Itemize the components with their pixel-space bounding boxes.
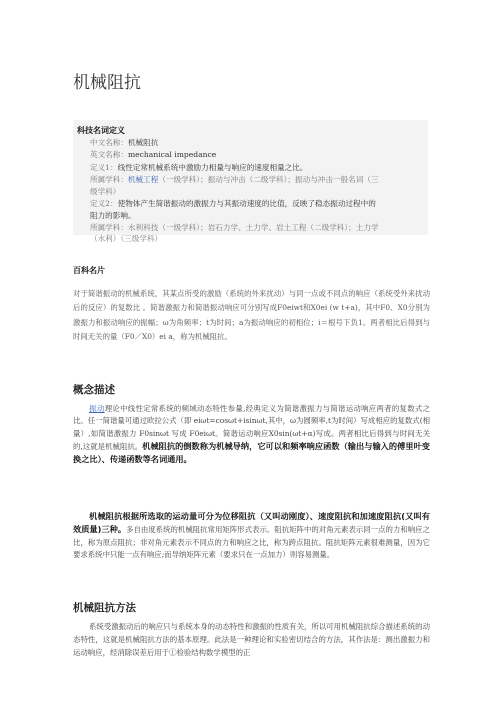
concept-paragraph-1: 振动理论中线性定常系统的频域动态特性参量,经典定义为简谐激振力与简谐运动响应两者的复数式之比。任一简谐量可通过欧拉公式（即 eiωt=cosωt+isinωt,其中，ω为圆频率,t为时间）写成相应的复数式(相量）,如简谐激振力 F0sinωt 写成 F0eiωt。简谐运动响应X0sin(ωt+α)写成。两者相比后得到与时间无关的,这就是机械阻抗。机械阻抗的倒数称为机械导纳，它可以和频率响应函数（输出与输入的傅里叶变换之比）、传递函数等名词通用。 [73,404,430,465]
definition-row: 阻力的影响。 [90,211,136,220]
page-title: 机械阻抗 [73,73,141,93]
definition-row: 所属学科：机械工程（一级学科）；振动与冲击（二级学科）；振动与冲击一般名词（三 [90,175,379,184]
definition-row: 定义2：使物体产生简谐振动的激振力与其振动速度的比值，反映了稳态振动过程中的 [90,199,376,208]
concept-paragraph-2: 机械阻抗根据所选取的运动量可分为位移阻抗（又叫动刚度）、速度阻抗和加速度阻抗(又叫有效质量)三种。多自由度系统的机械阻抗常用矩阵形式表示。阻抗矩阵中的对角元素表示同一点的力和响应之比，称为原点阻抗；非对角元素表示不同点的力和响应之比，称为跨点阻抗。阻抗矩阵元素很难测量，因为它要求系统中只能一点有响应;而导纳矩阵元素（要求只在一点加力）则容易测量。 [73,511,430,559]
method-paragraph: 系统受激振动后的响应只与系统本身的动态特性和激振的性质有关，所以可用机械阻抗综合描述系统的动态特性，这就是机械阻抗方法的基本原理。此法是一种理论和实验密切结合的方法，其作法是：测出激振力和运动响应，经消除误差后用于①检验结构数学模型的正 [73,622,430,657]
vibration-link[interactable]: 振动 [89,404,105,413]
definition-row: 所属学科：水利科技（一级学科）；岩石力学、土力学、岩土工程（二级学科）；土力学 [90,223,379,232]
definition-row: 级学科） [90,187,121,196]
baike-paragraph: 对于简谐振动的机械系统，其某点所受的激励（系统的外来扰动）与同一点或不同点的响应（系统受外来扰动后的反应）的复数比 。简谐激振力和简谐振动响应可分别写成F0eiwt和X0ei (w t+a)，其中F0、X0分别为激振力和振动响应的振幅；ω为角频率；t为时间；a为振动响应的初相位；i＝根号下负1。两者相比后得到与时间无关的量（F0／X0）ei a，称为机械阻抗。 [73,289,430,341]
definition-heading: 科技名词定义 [77,126,125,135]
definition-row: （水利）（三级学科） [90,234,163,243]
concept-heading: 概念描述 [73,384,115,396]
definition-row: 中文名称：机械阻抗 [90,138,159,147]
discipline-link[interactable]: 机械工程 [127,175,159,184]
definition-row: 定义1：线性定常机械系统中激励力相量与响应的速度相量之比。 [90,163,308,172]
definition-row: 英文名称：mechanical impedance [90,150,217,159]
method-heading: 机械阻抗方法 [73,602,136,614]
baike-heading: 百科名片 [73,266,105,275]
